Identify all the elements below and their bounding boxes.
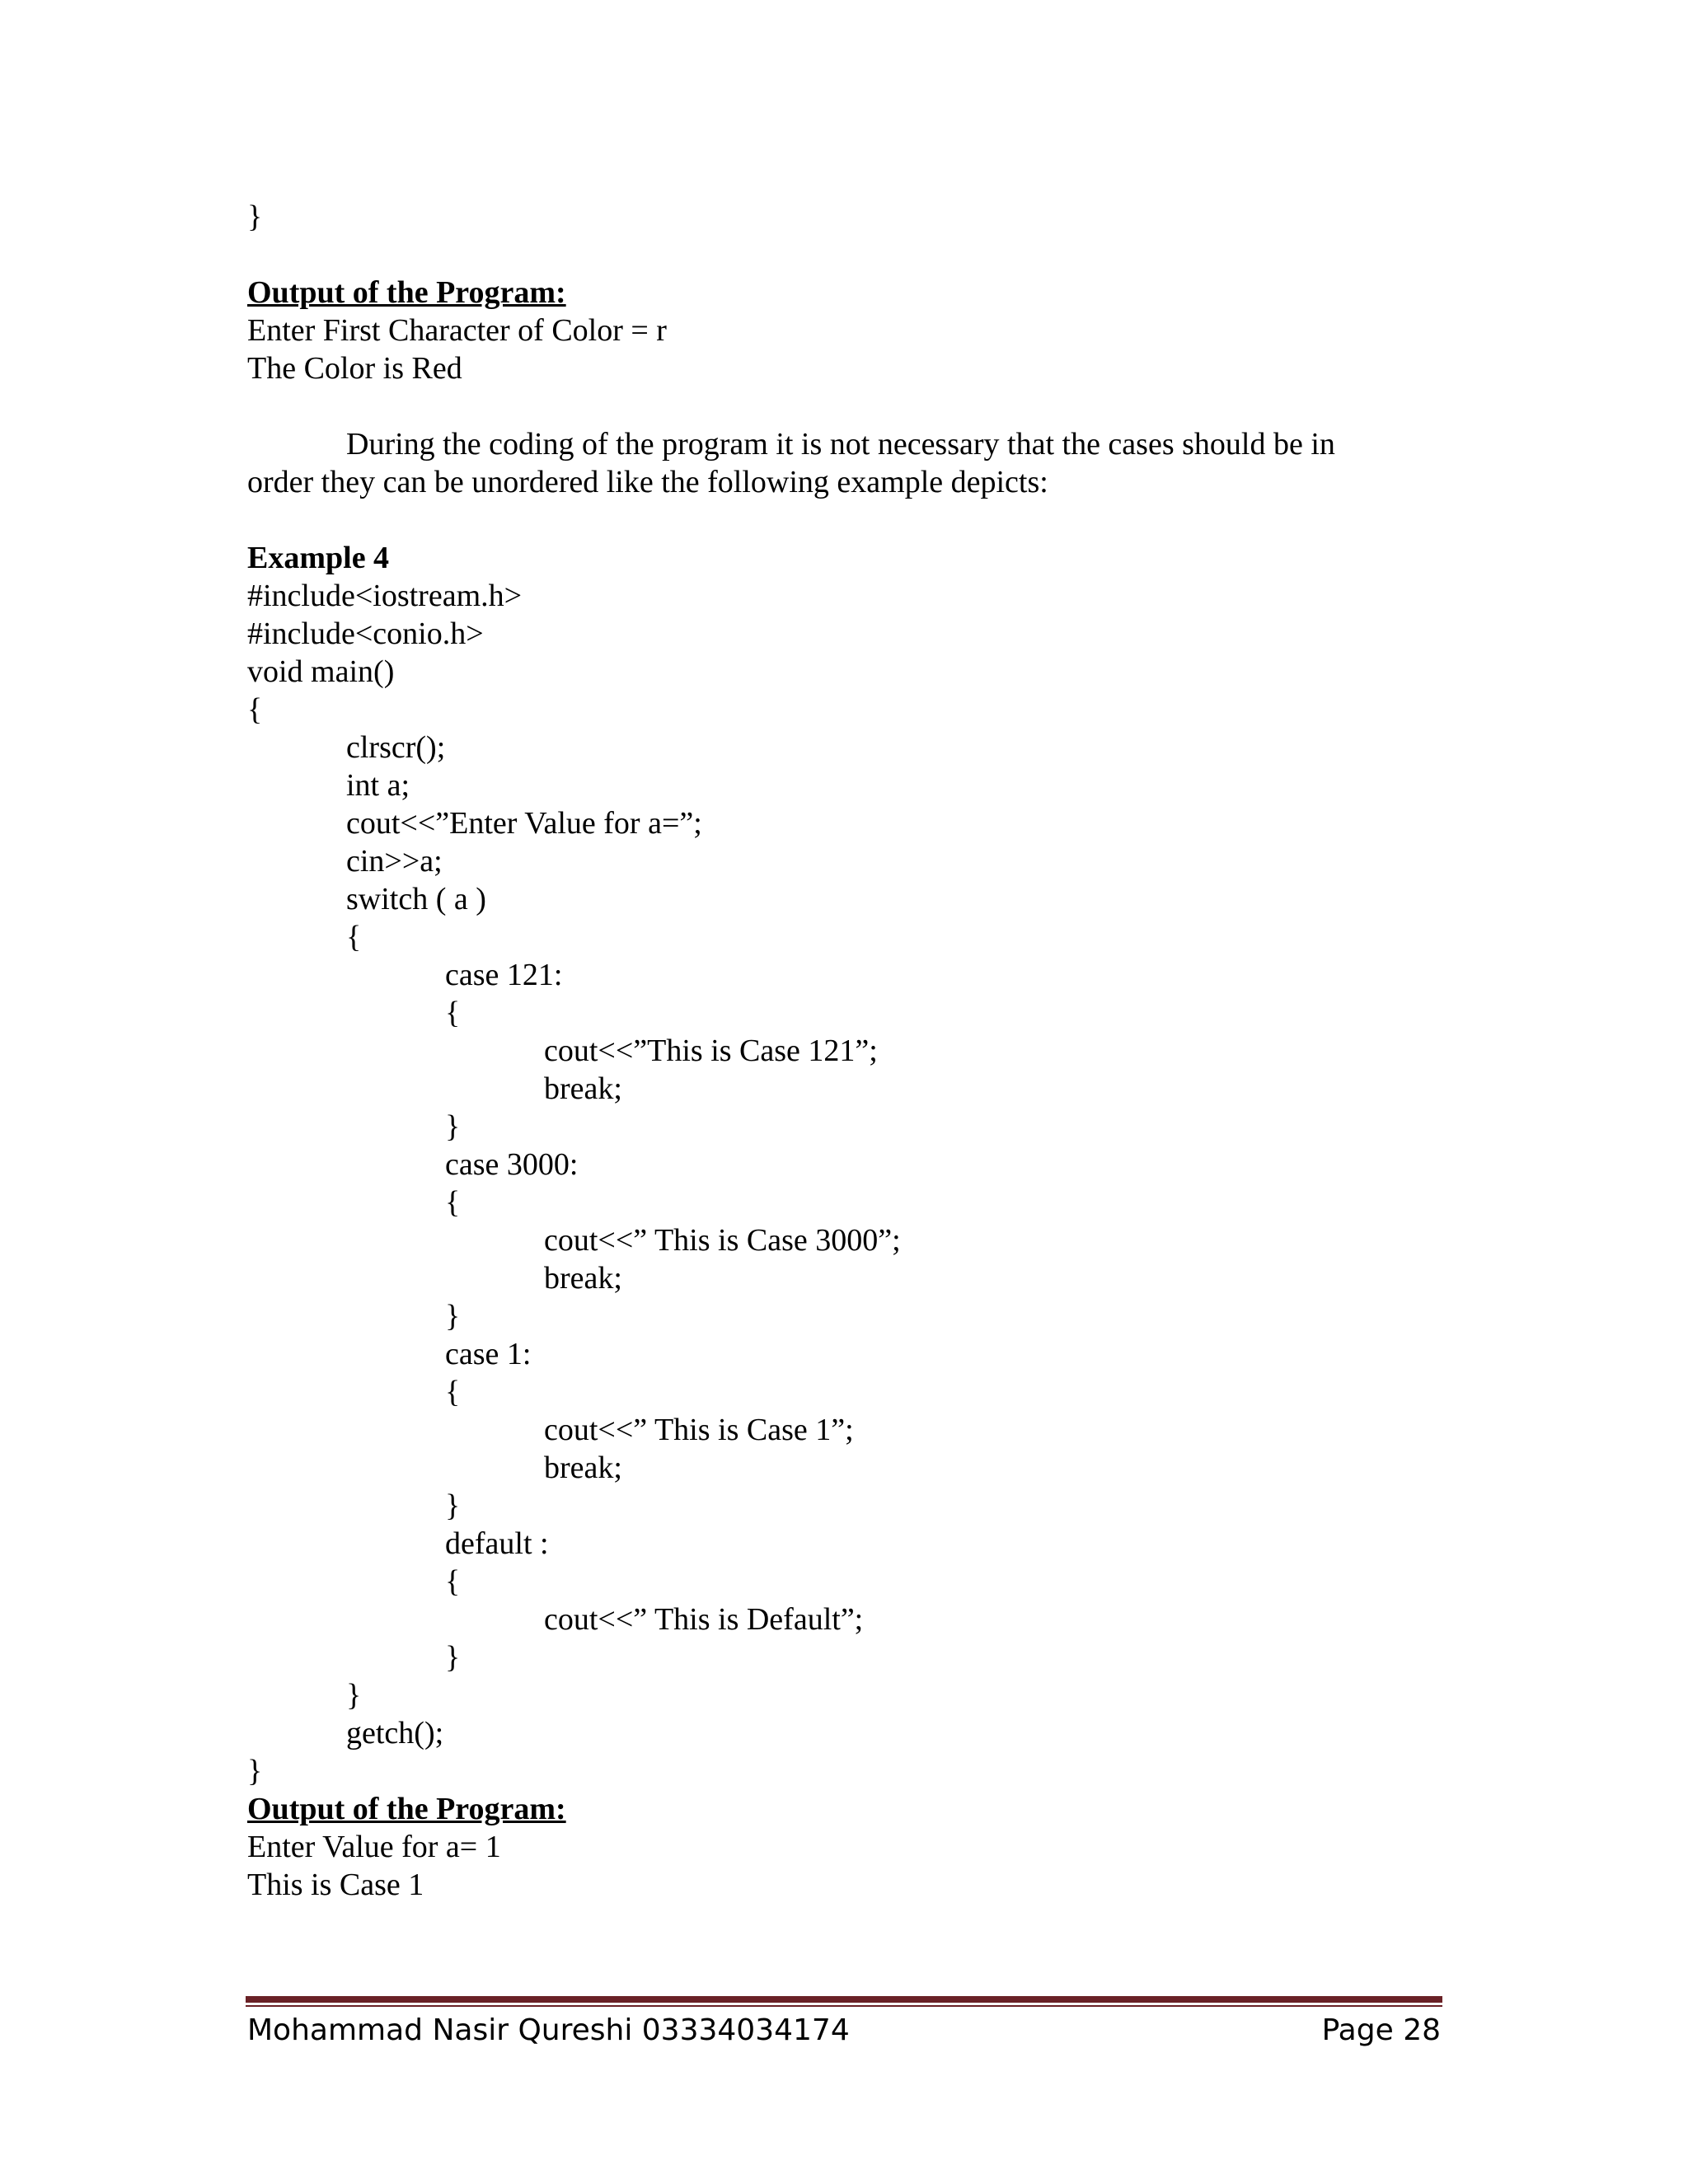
code-line: } [445, 1299, 461, 1333]
code-line: case 1: [445, 1337, 532, 1371]
footer-divider-thick [246, 1996, 1442, 2003]
output-heading-2: Output of the Program: [247, 1792, 566, 1826]
code-line: { [247, 692, 263, 727]
code-line: } [346, 1678, 362, 1713]
code-line: #include<iostream.h> [247, 579, 523, 613]
code-line: getch(); [346, 1716, 444, 1750]
code-line: break; [544, 1451, 622, 1485]
footer-page-number: Page 28 [1321, 2013, 1441, 2047]
code-line: } [247, 1754, 263, 1788]
page-footer [247, 2011, 1441, 2050]
code-line: { [445, 1375, 461, 1409]
code-line: { [445, 1564, 461, 1599]
spacer [247, 501, 1434, 539]
code-line: int a; [346, 768, 410, 803]
footer-divider [246, 1996, 1442, 2007]
code-line: case 121: [445, 958, 563, 992]
body-paragraph: During the coding of the program it is not necessary that the cases should be in order they can be unordered like the following example depicts: [247, 427, 1335, 499]
output-line: Enter First Character of Color = r [247, 313, 667, 348]
example-title: Example 4 [247, 541, 390, 575]
code-line: break; [544, 1071, 622, 1106]
code-line: cin>>a; [346, 844, 443, 879]
code-line: cout<<” This is Case 3000”; [544, 1223, 901, 1258]
code-line: default : [445, 1526, 549, 1561]
page-content [247, 198, 1434, 1904]
code-line: cout<<” This is Case 1”; [544, 1413, 854, 1447]
code-line: } [445, 1109, 461, 1144]
code-closing-brace: } [247, 199, 263, 234]
code-line: switch ( a ) [346, 882, 486, 916]
code-line: cout<<”Enter Value for a=”; [346, 806, 702, 841]
footer-divider-thin [246, 2005, 1442, 2007]
output-line: The Color is Red [247, 351, 462, 386]
code-line: { [445, 1185, 461, 1220]
code-line: void main() [247, 654, 395, 689]
code-line: break; [544, 1261, 622, 1296]
code-line: #include<conio.h> [247, 616, 484, 651]
spacer [247, 236, 1434, 274]
output-heading-1: Output of the Program: [247, 275, 566, 310]
code-line: case 3000: [445, 1147, 579, 1182]
code-line: { [346, 920, 362, 954]
output-line: Enter Value for a= 1 [247, 1830, 501, 1864]
output-line: This is Case 1 [247, 1868, 424, 1902]
code-line: cout<<” This is Default”; [544, 1602, 864, 1637]
code-line: { [445, 996, 461, 1030]
footer-author: Mohammad Nasir Qureshi 03334034174 [247, 2013, 850, 2047]
code-line: cout<<”This is Case 121”; [544, 1033, 878, 1068]
code-line: } [445, 1488, 461, 1523]
spacer [247, 387, 1434, 425]
code-line: } [445, 1640, 461, 1675]
code-line: clrscr(); [346, 730, 446, 765]
